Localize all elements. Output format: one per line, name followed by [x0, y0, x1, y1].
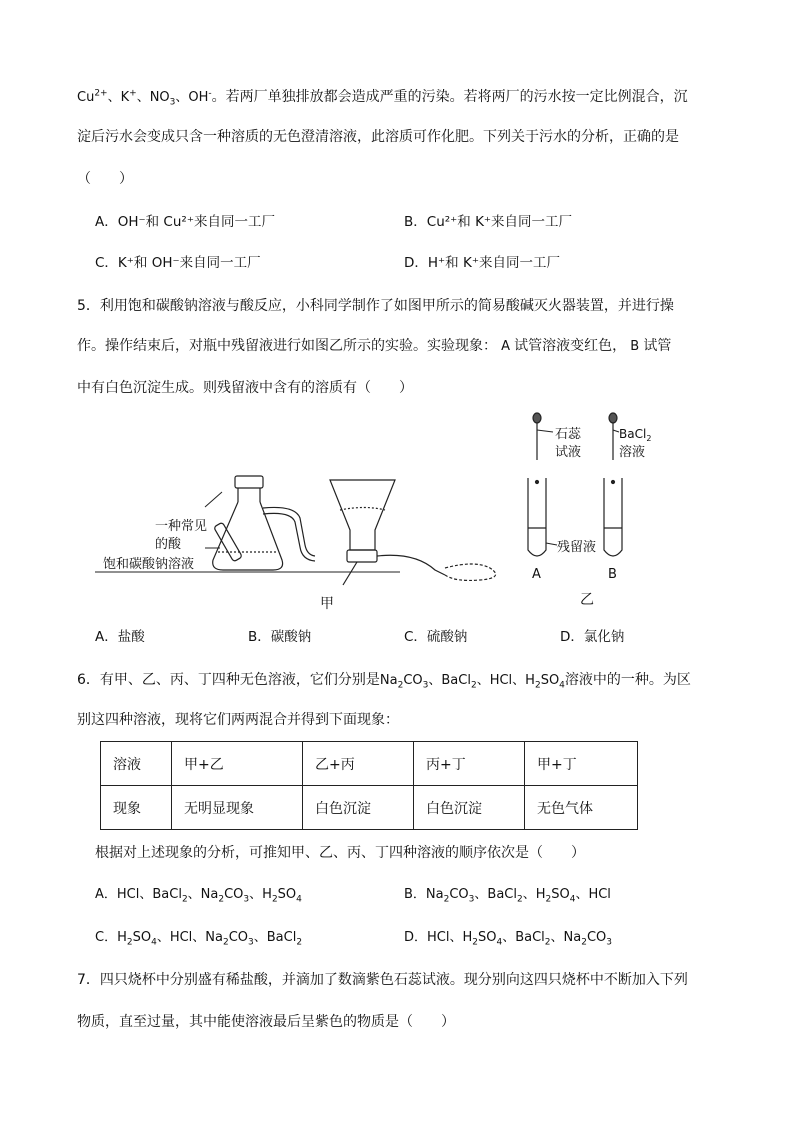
inverted-flask-icon	[330, 480, 496, 585]
q5-option-a[interactable]: A．盐酸	[95, 629, 145, 645]
test-tube-a-icon	[528, 478, 546, 556]
q5-line1: 5．利用饱和碳酸钠溶液与酸反应，小科同学制作了如图甲所示的简易酸碱灭火器装置，并进行操	[77, 298, 674, 314]
q5-option-c[interactable]: C．硫酸钠	[404, 629, 468, 645]
q4-line2: 淀后污水会变成只含一种溶质的无色澄清溶液，此溶质可作化肥。下列关于污水的分析，正确的是	[77, 129, 679, 145]
label-residue: 残留液	[557, 540, 597, 555]
label-acid-1: 一种常见	[155, 519, 208, 534]
q6-option-c[interactable]: C．$H_2SO_4$、HCl、$Na_2CO_3$、BaCl$_2$	[95, 930, 303, 948]
table-cell: 溶液	[101, 742, 172, 786]
table-cell: 无色气体	[525, 786, 638, 830]
table-cell: 乙+丙	[303, 742, 414, 786]
table-cell: 甲+丁	[525, 742, 638, 786]
q7-line1: 7．四只烧杯中分别盛有稀盐酸，并滴加了数滴紫色石蕊试液。现分别向这四只烧杯中不断加入下列	[77, 972, 688, 988]
q6-observation-table	[100, 741, 638, 830]
bacl2-dropper-icon	[609, 413, 617, 460]
q6-line2: 别这四种溶液，现将它们两两混合并得到下面现象：	[77, 712, 399, 728]
q6-line1: 6．有甲、乙、丙、丁四种无色溶液，它们分别是$Na_2CO_3$、BaCl$_2$、HCl、$H_2SO_4$溶液中的一种。为区	[77, 672, 691, 691]
q4-option-b[interactable]: B．Cu²⁺和 K⁺来自同一工厂	[404, 214, 573, 230]
litmus-dropper-icon	[533, 413, 541, 460]
q6-option-d[interactable]: D．HCl、$H_2SO_4$、BaCl$_2$、$Na_2CO_3$	[404, 930, 613, 948]
label-yi: 乙	[580, 592, 594, 608]
q7-line2: 物质，直至过量，其中能使溶液最后呈紫色的物质是（ ）	[77, 1014, 455, 1030]
q6-option-b[interactable]: B．$Na_2CO_3$、BaCl$_2$、$H_2SO_4$、HCl	[404, 887, 611, 905]
table-row	[101, 786, 638, 830]
q4-option-c[interactable]: C．K⁺和 OH⁻来自同一工厂	[95, 255, 261, 271]
label-litmus-2: 试液	[555, 445, 582, 460]
label-tube-b: B	[608, 567, 617, 582]
q5-option-b[interactable]: B．碳酸钠	[248, 629, 312, 645]
flask-icon	[213, 476, 315, 570]
q4-option-a[interactable]: A．OH⁻和 Cu²⁺来自同一工厂	[95, 214, 275, 230]
q5-line2: 作。操作结束后，对瓶中残留液进行如图乙所示的实验。实验现象： A 试管溶液变红色， B 试管	[77, 338, 672, 354]
q4-line3: （ ）	[77, 171, 133, 187]
q6-option-a[interactable]: A．HCl、BaCl$_2$、$Na_2CO_3$、$H_2SO_4$	[95, 887, 302, 905]
label-bacl2-1: BaCl$_2$	[619, 427, 652, 443]
q6-line3: 根据对上述现象的分析，可推知甲、乙、丙、丁四种溶液的顺序依次是（ ）	[95, 845, 585, 861]
q4-option-d[interactable]: D．H⁺和 K⁺来自同一工厂	[404, 255, 560, 271]
label-jia: 甲	[320, 596, 334, 612]
table-cell: 现象	[101, 786, 172, 830]
table-cell: 丙+丁	[414, 742, 525, 786]
q4-line1: $Cu^{2+}$、K+、$NO_3$、OH-。若两厂单独排放都会造成严重的污染。若将两厂的污水按一定比例混合，沉	[77, 88, 688, 108]
label-solution: 饱和碳酸钠溶液	[103, 557, 195, 572]
q5-option-d[interactable]: D．氯化钠	[560, 629, 625, 645]
table-cell: 白色沉淀	[414, 786, 525, 830]
table-cell: 无明显现象	[172, 786, 303, 830]
test-tube-b-icon	[604, 478, 622, 556]
table-cell: 甲+乙	[172, 742, 303, 786]
label-acid-2: 的酸	[155, 537, 182, 552]
table-row	[101, 742, 638, 786]
label-bacl2-2: 溶液	[619, 445, 646, 460]
label-litmus-1: 石蕊	[555, 427, 582, 442]
q5-apparatus-figure	[95, 410, 675, 620]
table-cell: 白色沉淀	[303, 786, 414, 830]
q5-line3: 中有白色沉淀生成。则残留液中含有的溶质有（ ）	[77, 380, 413, 396]
label-tube-a: A	[532, 567, 541, 582]
